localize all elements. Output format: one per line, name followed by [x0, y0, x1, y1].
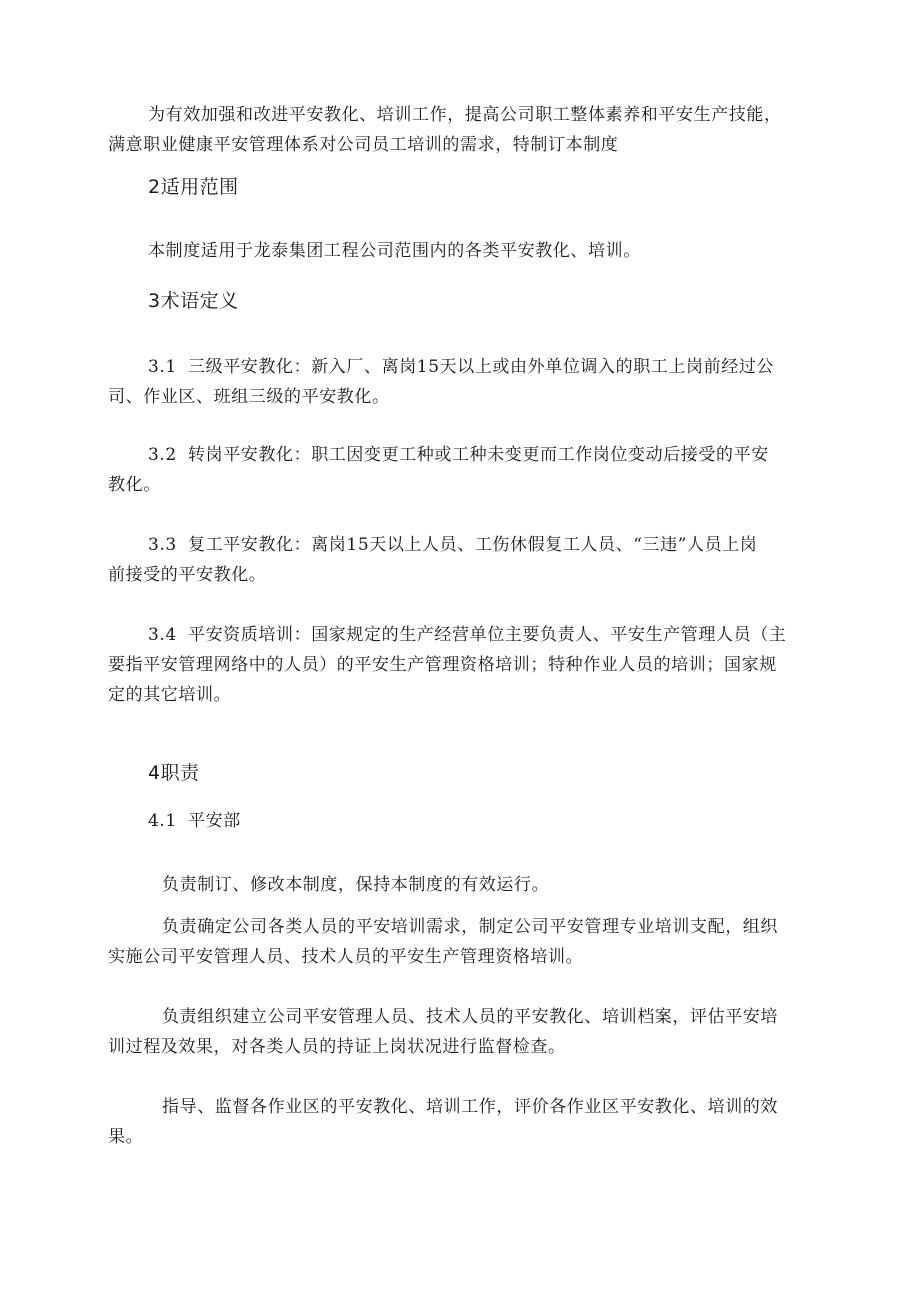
term-item-3-1 — [108, 352, 823, 412]
term-number: 3.1 — [148, 357, 177, 377]
term-text-line-1: 三级平安教化：新入厂、离岗15天以上或由外单位调入的职工上岗前经过公 — [188, 357, 775, 377]
term-item-3-3 — [108, 530, 823, 590]
term-text-line-2: 教化。 — [108, 475, 161, 495]
subsection-title: 平安部 — [188, 811, 241, 831]
duty-line-1: 负责确定公司各类人员的平安培训需求，制定公司平安管理专业培训支配，组织 — [162, 917, 778, 937]
term-number: 3.3 — [148, 535, 177, 555]
duty-line-2: 实施公司平安管理人员、技术人员的平安生产管理资格培训。 — [108, 947, 584, 967]
term-text-line-3: 定的其它培训。 — [108, 685, 232, 705]
duty-line-1: 指导、监督各作业区的平安教化、培训工作，评价各作业区平安教化、培训的效 — [162, 1097, 778, 1117]
subsection-number: 4.1 — [148, 811, 177, 831]
term-text-line-2: 要指平安管理网络中的人员）的平安生产管理资格培训；特种作业人员的培训；国家规 — [108, 655, 777, 675]
duty-line-1: 负责组织建立公司平安管理人员、技术人员的平安教化、培训档案，评估平安培 — [162, 1007, 778, 1027]
intro-line-2: 满意职业健康平安管理体系对公司员工培训的需求，特制订本制度 — [108, 135, 619, 155]
duty-line-2: 果。 — [108, 1127, 144, 1147]
section-4-heading: 4职责 — [148, 762, 200, 784]
section-2-heading: 2适用范围 — [148, 176, 239, 198]
duty-line-2: 训过程及效果，对各类人员的持证上岗状况进行监督检查。 — [108, 1037, 566, 1057]
section-3-heading: 3术语定义 — [148, 290, 239, 312]
duty-paragraph-2 — [108, 912, 823, 972]
section-2-text: 本制度适用于龙泰集团工程公司范围内的各类平安教化、培训。 — [148, 241, 641, 261]
intro-line-1: 为有效加强和改进平安教化、培训工作，提高公司职工整体素养和平安生产技能， — [148, 105, 782, 125]
term-item-3-4 — [108, 620, 823, 710]
subsection-4-1 — [108, 806, 823, 836]
term-number: 3.2 — [148, 445, 177, 465]
term-text-line-2: 前接受的平安教化。 — [108, 565, 267, 585]
term-text-line-2: 司、作业区、班组三级的平安教化。 — [108, 387, 390, 407]
duty-paragraph-1 — [108, 870, 823, 900]
intro-paragraph — [108, 100, 823, 160]
section-2-paragraph — [108, 236, 823, 266]
term-text-line-1: 平安资质培训：国家规定的生产经营单位主要负责人、平安生产管理人员（主 — [188, 625, 787, 645]
duty-line-1: 负责制订、修改本制度，保持本制度的有效运行。 — [162, 875, 550, 895]
term-number: 3.4 — [148, 625, 177, 645]
duty-paragraph-3 — [108, 1002, 823, 1062]
duty-paragraph-4 — [108, 1092, 823, 1152]
term-text-line-1: 复工平安教化：离岗15天以上人员、工伤休假复工人员、“三违”人员上岗 — [188, 535, 758, 555]
term-text-line-1: 转岗平安教化：职工因变更工种或工种未变更而工作岗位变动后接受的平安 — [188, 445, 769, 465]
term-item-3-2 — [108, 440, 823, 500]
